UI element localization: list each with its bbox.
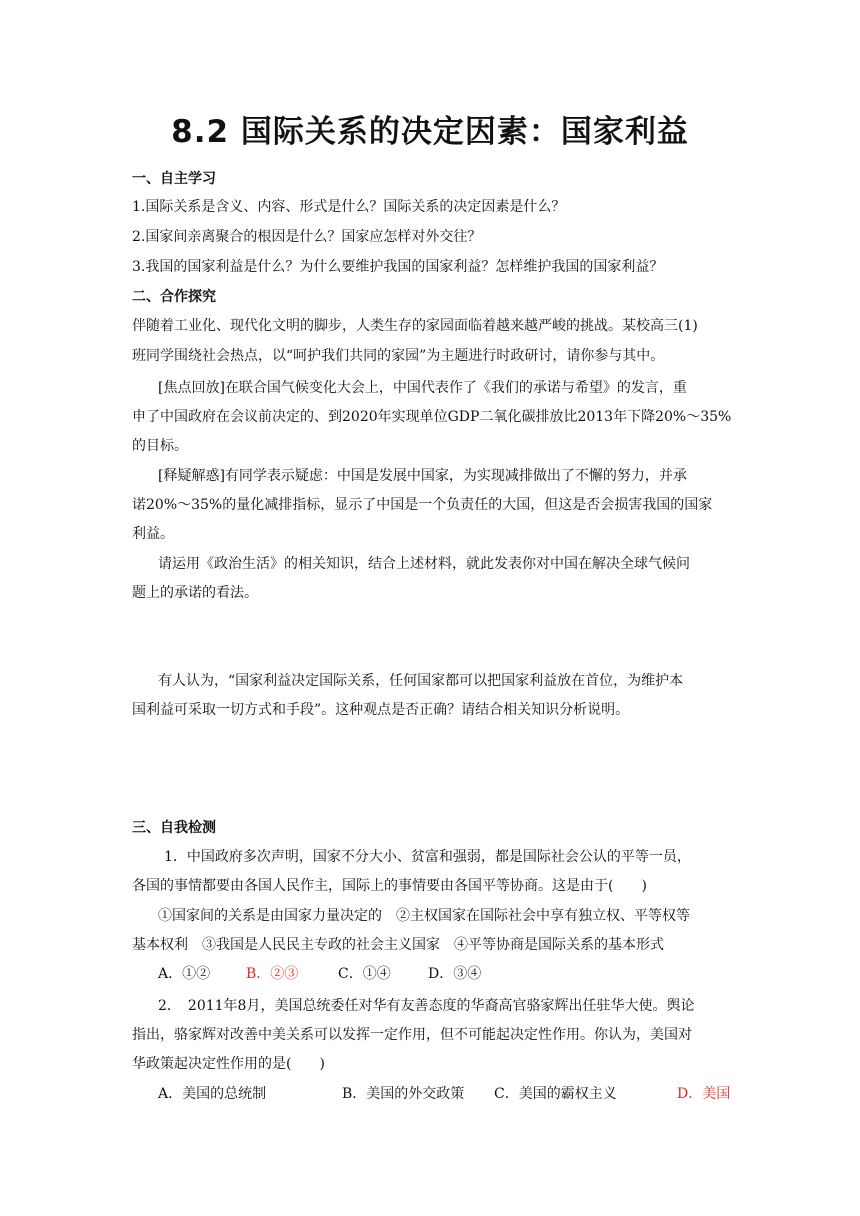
q1-option-c: C．①④ <box>338 966 391 982</box>
q1-stem-line-1: 1．中国政府多次声明，国家不分大小、贫富和强弱，都是国际社会公认的平等一员， <box>164 849 691 865</box>
task-line-2: 题上的承诺的看法。 <box>132 585 258 601</box>
q1-items-line-2: 基本权利 ③我国是人民民主专政的社会主义国家 ④平等协商是国际关系的基本形式 <box>132 937 664 953</box>
self-study-question-3: 3.我国的国家利益是什么？为什么要维护我国的国家利益？怎样维护我国的国家利益？ <box>132 259 664 275</box>
q2-option-a: A．美国的总统制 <box>158 1086 267 1102</box>
focus-line-2: 申了中国政府在会议前决定的、到2020年实现单位GDP二氧化碳排放比2013年下降20%～35% <box>132 409 732 425</box>
doubt-line-2: 诺20%～35%的量化减排指标，显示了中国是一个负责任的大国，但这是否会损害我国的国家 <box>132 497 713 513</box>
q1-items-line-1: ①国家间的关系是由国家力量决定的 ②主权国家在国际社会中享有独立权、平等权等 <box>158 908 690 924</box>
self-study-question-2: 2.国家间亲离聚合的根因是什么？国家应怎样对外交往？ <box>132 229 482 245</box>
view-line-1: 有人认为，“国家利益决定国际关系，任何国家都可以把国家利益放在首位，为维护本 <box>158 673 684 689</box>
focus-line-3: 的目标。 <box>132 438 188 454</box>
q2-option-b: B．美国的外交政策 <box>342 1086 465 1102</box>
task-line-1: 请运用《政治生活》的相关知识，结合上述材料，就此发表你对中国在解决全球气候问 <box>158 556 690 572</box>
self-study-question-1: 1.国际关系是含义、内容、形式是什么？国际关系的决定因素是什么？ <box>132 199 566 215</box>
page-title: 8.2 国际关系的决定因素：国家利益 <box>171 114 689 150</box>
q1-option-b-answer: B．②③ <box>246 966 299 982</box>
view-line-2: 国利益可采取一切方式和手段”。这种观点是否正确？请结合相关知识分析说明。 <box>132 702 630 718</box>
q2-option-d-answer: D．美国 <box>677 1086 731 1102</box>
section-heading-self-test: 三、自我检测 <box>132 820 216 836</box>
q2-stem-line-2: 指出，骆家辉对改善中美关系可以发挥一定作用，但不可能起决定性作用。你认为，美国对 <box>132 1027 692 1043</box>
q1-option-a: A．①② <box>158 966 211 982</box>
section-heading-explore: 二、合作探究 <box>132 289 216 305</box>
q1-option-d: D．③④ <box>428 966 482 982</box>
q2-stem-line-1: 2． 2011年8月，美国总统委任对华有友善态度的华裔高官骆家辉出任驻华大使。舆论 <box>158 998 695 1014</box>
focus-line-1: [焦点回放]在联合国气候变化大会上，中国代表作了《我们的承诺与希望》的发言，重 <box>158 380 687 396</box>
q2-stem-line-3: 华政策起决定性作用的是( ) <box>132 1056 325 1072</box>
explore-intro-line-2: 班同学围绕社会热点，以“呵护我们共同的家园”为主题进行时政研讨，请你参与其中。 <box>132 348 665 364</box>
doubt-line-3: 利益。 <box>132 526 174 542</box>
doubt-line-1: [释疑解惑]有同学表示疑虑：中国是发展中国家，为实现减排做出了不懈的努力，并承 <box>158 468 687 484</box>
q2-option-c: C．美国的霸权主义 <box>494 1086 617 1102</box>
explore-intro-line-1: 伴随着工业化、现代化文明的脚步，人类生存的家园面临着越来越严峻的挑战。某校高三(1) <box>132 318 698 334</box>
q1-stem-line-2: 各国的事情都要由各国人民作主，国际上的事情要由各国平等协商。这是由于( ) <box>132 878 647 894</box>
section-heading-self-study: 一、自主学习 <box>132 171 216 187</box>
